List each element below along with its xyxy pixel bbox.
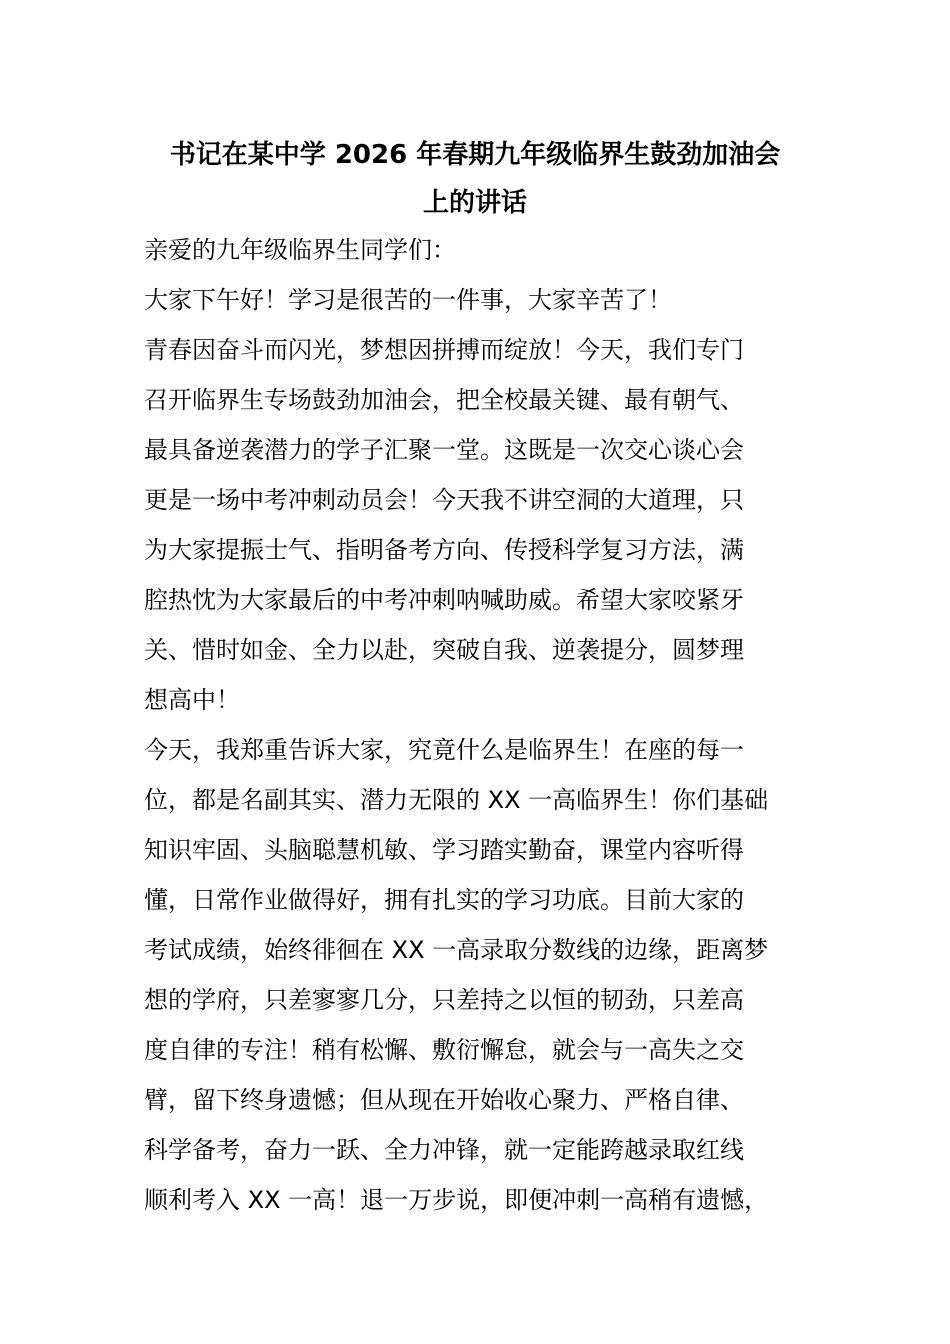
title-line-1: 书记在某中学 2026 年春期九年级临界生鼓劲加油会 xyxy=(169,140,781,170)
body-line: 为大家提振士气、指明备考方向、传授科学复习方法，满 xyxy=(144,536,744,564)
body-line: 亲爱的九年级临界生同学们： xyxy=(144,236,456,264)
body-line: 想的学府，只差寥寥几分，只差持之以恒的韧劲，只差高 xyxy=(144,986,744,1014)
document-body xyxy=(144,225,814,1225)
body-line: 最具备逆袭潜力的学子汇聚一堂。这既是一次交心谈心会 xyxy=(144,436,744,464)
document-title xyxy=(144,131,806,227)
body-line: 腔热忱为大家最后的中考冲刺呐喊助威。希望大家咬紧牙 xyxy=(144,586,744,614)
body-line: 位，都是名副其实、潜力无限的 XX 一高临界生！你们基础 xyxy=(144,786,769,814)
body-line: 顺利考入 XX 一高！退一万步说，即便冲刺一高稍有遗憾， xyxy=(144,1186,769,1214)
body-line: 更是一场中考冲刺动员会！今天我不讲空洞的大道理，只 xyxy=(144,486,744,514)
body-line: 青春因奋斗而闪光，梦想因拼搏而绽放！今天，我们专门 xyxy=(144,336,744,364)
body-line: 度自律的专注！稍有松懈、敷衍懈怠，就会与一高失之交 xyxy=(144,1036,744,1064)
body-line: 今天，我郑重告诉大家，究竟什么是临界生！在座的每一 xyxy=(144,736,744,764)
body-line: 知识牢固、头脑聪慧机敏、学习踏实勤奋，课堂内容听得 xyxy=(144,836,744,864)
body-line: 懂，日常作业做得好，拥有扎实的学习功底。目前大家的 xyxy=(144,886,744,914)
body-line: 臂，留下终身遗憾；但从现在开始收心聚力、严格自律、 xyxy=(144,1086,744,1114)
body-line: 想高中！ xyxy=(144,686,240,714)
body-line: 大家下午好！学习是很苦的一件事，大家辛苦了！ xyxy=(144,286,672,314)
body-line: 科学备考，奋力一跃、全力冲锋，就一定能跨越录取红线 xyxy=(144,1136,744,1164)
body-line: 关、惜时如金、全力以赴，突破自我、逆袭提分，圆梦理 xyxy=(144,636,744,664)
body-line: 召开临界生专场鼓劲加油会，把全校最关键、最有朝气、 xyxy=(144,386,744,414)
title-line-2: 上的讲话 xyxy=(422,188,527,218)
body-line: 考试成绩，始终徘徊在 XX 一高录取分数线的边缘，距离梦 xyxy=(144,936,769,964)
